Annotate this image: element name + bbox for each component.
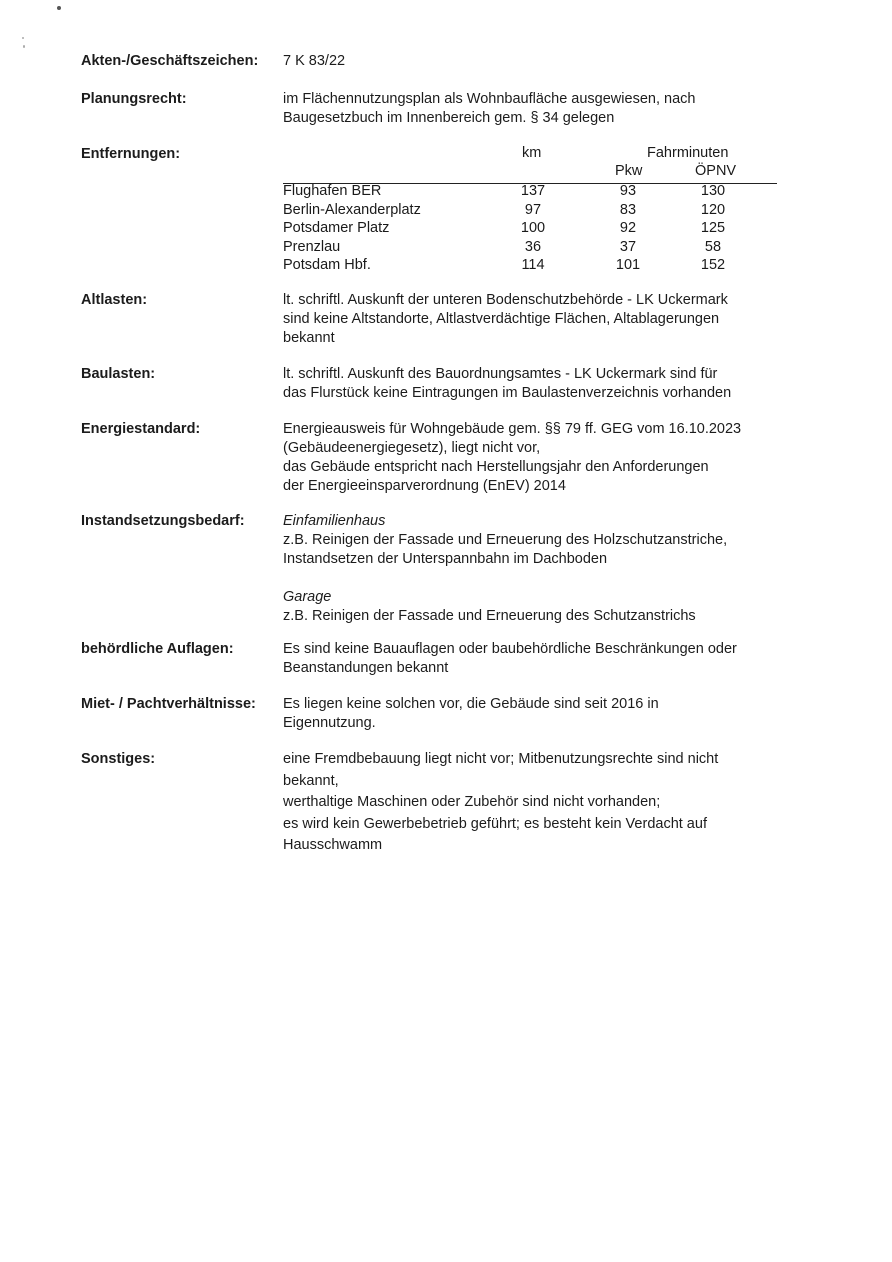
spacer <box>283 569 783 588</box>
header-km: km <box>522 145 542 161</box>
baulasten-label: Baulasten: <box>81 366 156 382</box>
cell-opnv: 125 <box>700 220 726 237</box>
header-opnv: ÖPNV <box>695 163 737 179</box>
scan-speck <box>22 37 24 39</box>
miet-value <box>283 695 783 733</box>
sonstiges-line: bekannt, <box>283 772 339 789</box>
distance-table <box>283 145 777 274</box>
energie-line: das Gebäude entspricht nach Herstellungsjahr den Anforderungen <box>283 459 709 475</box>
table-row <box>283 256 777 275</box>
cell-opnv: 58 <box>704 238 722 255</box>
cell-pkw: 37 <box>619 238 637 255</box>
altlasten-label: Altlasten: <box>81 292 148 308</box>
cell-pkw: 83 <box>619 201 637 218</box>
baulasten-line: lt. schriftl. Auskunft des Bauordnungsamtes - LK Uckermark sind für <box>283 366 718 382</box>
scan-speck <box>23 45 25 48</box>
instandsetzung-label: Instandsetzungsbedarf: <box>81 513 245 529</box>
entfernungen-label: Entfernungen: <box>81 146 181 162</box>
table-row <box>283 219 777 238</box>
cell-opnv: 120 <box>700 201 726 218</box>
sonstiges-line: Hausschwamm <box>283 837 383 853</box>
energie-label: Energiestandard: <box>81 421 201 437</box>
cell-destination: Potsdam Hbf. <box>283 257 371 274</box>
miet-line: Eigennutzung. <box>283 715 376 731</box>
altlasten-value <box>283 291 783 348</box>
table-row <box>283 238 777 257</box>
energie-value <box>283 420 783 496</box>
cell-km: 36 <box>524 238 542 255</box>
sonstiges-line: es wird kein Gewerbebetrieb geführt; es besteht kein Verdacht auf <box>283 815 707 832</box>
cell-destination: Berlin-Alexanderplatz <box>283 201 421 218</box>
cell-destination: Potsdamer Platz <box>283 220 390 237</box>
planung-line: im Flächennutzungsplan als Wohnbaufläche ausgewiesen, nach <box>283 91 696 107</box>
cell-pkw: 101 <box>615 257 641 274</box>
auflagen-label: behördliche Auflagen: <box>81 641 234 657</box>
table-row <box>283 182 777 201</box>
header-pkw: Pkw <box>615 163 643 179</box>
instandsetzung-line: z.B. Reinigen der Fassade und Erneuerung des Schutzanstrichs <box>283 608 696 624</box>
cell-destination: Prenzlau <box>283 238 341 255</box>
planung-line: Baugesetzbuch im Innenbereich gem. § 34 gelegen <box>283 110 615 126</box>
cell-km: 114 <box>521 257 545 274</box>
instandsetzung-value <box>283 512 783 626</box>
energie-line: Energieausweis für Wohngebäude gem. §§ 79 ff. GEG vom 16.10.2023 <box>283 421 742 437</box>
distance-table-body <box>283 182 777 275</box>
header-fahrminuten: Fahrminuten <box>647 145 729 161</box>
baulasten-value <box>283 365 783 403</box>
cell-km: 100 <box>520 220 546 237</box>
instandsetzung-line: Instandsetzen der Unterspannbahn im Dachboden <box>283 551 608 567</box>
sonstiges-line: eine Fremdbebauung liegt nicht vor; Mitbenutzungsrechte sind nicht <box>283 751 719 767</box>
altlasten-line: bekannt <box>283 330 335 346</box>
planung-label: Planungsrecht: <box>81 91 187 107</box>
miet-label: Miet- / Pachtverhältnisse: <box>81 696 256 712</box>
cell-km: 137 <box>520 183 546 199</box>
auflagen-line: Beanstandungen bekannt <box>283 660 449 676</box>
cell-destination: Flughafen BER <box>283 183 382 199</box>
cell-km: 97 <box>524 201 542 218</box>
sonstiges-value <box>283 749 783 857</box>
akten-label: Akten-/Geschäftszeichen: <box>81 53 259 69</box>
energie-line: (Gebäudeenergiegesetz), liegt nicht vor, <box>283 440 541 456</box>
altlasten-line: sind keine Altstandorte, Altlastverdächtige Flächen, Altablagerungen <box>283 311 720 327</box>
cell-pkw: 93 <box>619 183 637 199</box>
baulasten-line: das Flurstück keine Eintragungen im Baulastenverzeichnis vorhanden <box>283 385 732 401</box>
scan-speck <box>57 6 61 10</box>
distance-table-header <box>283 145 777 183</box>
auflagen-value <box>283 640 783 678</box>
instandsetzung-line: z.B. Reinigen der Fassade und Erneuerung des Holzschutzanstriche, <box>283 532 728 548</box>
cell-opnv: 130 <box>700 183 726 199</box>
instandsetzung-heading-garage: Garage <box>283 589 332 605</box>
instandsetzung-heading-einfamilienhaus: Einfamilienhaus <box>283 513 386 529</box>
cell-opnv: 152 <box>700 257 726 274</box>
akten-value: 7 K 83/22 <box>283 53 346 69</box>
planung-value <box>283 90 783 128</box>
cell-pkw: 92 <box>619 220 637 237</box>
miet-line: Es liegen keine solchen vor, die Gebäude sind seit 2016 in <box>283 696 659 712</box>
auflagen-line: Es sind keine Bauauflagen oder baubehördliche Beschränkungen oder <box>283 641 737 657</box>
sonstiges-label: Sonstiges: <box>81 751 156 767</box>
table-row <box>283 201 777 220</box>
energie-line: der Energieeinsparverordnung (EnEV) 2014 <box>283 478 566 494</box>
sonstiges-line: werthaltige Maschinen oder Zubehör sind nicht vorhanden; <box>283 794 661 810</box>
altlasten-line: lt. schriftl. Auskunft der unteren Bodenschutzbehörde - LK Uckermark <box>283 292 728 308</box>
